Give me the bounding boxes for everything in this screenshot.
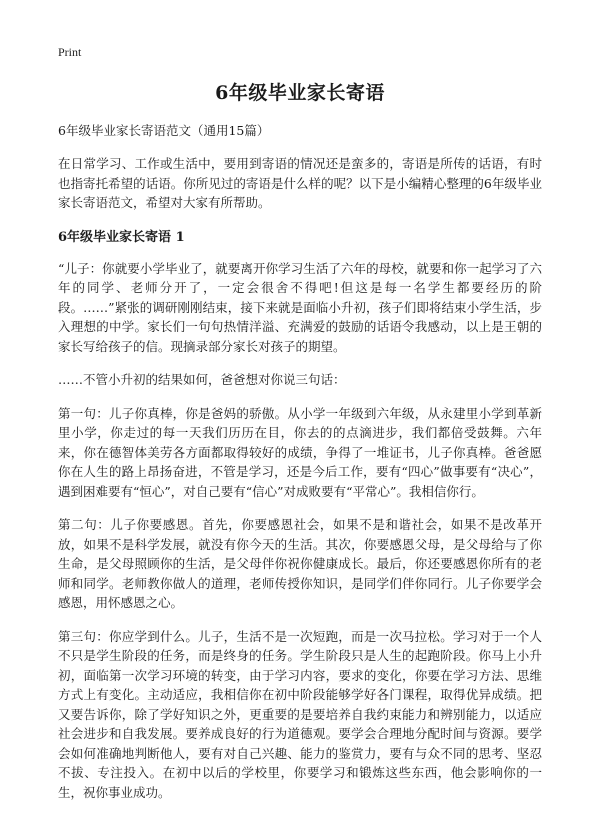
body-paragraph: 第一句：儿子你真棒，你是爸妈的骄傲。从小学一年级到六年级，从永建里小学到革新里小学，你走过的每一天我们历历在目，你去的的点滴进步，我们都倍受鼓舞。六年来，你在德智体美劳各方面都取得较好的成绩，争得了一堆证书，儿子你真棒。爸爸愿你在人生的路上昂扬奋进，不管是学习，还是今后工作，要有“四心”做事要有“决心”，遇到困难要有“恒心”，对自己要有“信心”对成败要有“平常心”。我相信你行。 bbox=[58, 405, 542, 499]
body-paragraph: 第二句：儿子你要感恩。首先，你要感恩社会，如果不是和谐社会，如果不是改革开放，如果不是科学发展，就没有你今天的生活。其次，你要感恩父母，是父母给与了你生命，是父母照顾你的生活，是父母伴你祝你健康成长。最后，你还要感恩你所有的老师和同学。老师教你做人的道理，老师传授你知识，是同学们伴你同行。儿子你要学会感恩，用怀感恩之心。 bbox=[58, 517, 542, 610]
body-paragraph: “儿子：你就要小学毕业了，就要离开你学习生活了六年的母校，就要和你一起学习了六年的同学、老师分开了，一定会很舍不得吧!但这是每一名学生都要经历的阶段。……”紧张的调研刚刚结束，接下来就是面临小升初，孩子们即将结束小学生活，步入理想的中学。家长们一句句热情洋溢、充满爱的鼓励的话语令我感动，以上是王朝的家长写给孩子的信。现摘录部分家长对孩子的期望。 bbox=[58, 260, 542, 354]
section-heading: 6年级毕业家长寄语 1 bbox=[58, 229, 185, 245]
print-link[interactable]: Print bbox=[58, 45, 82, 59]
intro-paragraph: 在日常学习、工作或生活中，要用到寄语的情况还是蛮多的，寄语是所传的话语，有时也指寄托希望的话语。你所见过的寄语是什么样的呢？以下是小编精心整理的6年级毕业家长寄语范文，希望对大家有所帮助。 bbox=[58, 156, 542, 210]
page-title: 6年级毕业家长寄语 bbox=[215, 82, 385, 104]
body-paragraph: 第三句：你应学到什么。儿子，生活不是一次短跑，而是一次马拉松。学习对于一个人不只是学生阶段的任务，而是终身的任务。学生阶段只是人生的起跑阶段。你马上小升初，面临第一次学习环境的转变，由于学习内容，要求的变化，你要在学习方法、思维方式上有变化。主动适应，我相信你在初中阶段能够学好各门课程，取得优异成绩。把又要告诉你，除了学好知识之外，更重要的是要培养自我约束能力和辨别能力，以适应社会进步和自我发展。要养成良好的行为道德观。要学会合理地分配时间与资源。要学会如何准确地判断他人，要有对自己兴趣、能力的鉴赏力，要有与众不同的思考、坚忍不拔、专注投入。在初中以后的学校里，你要学习和锻炼这些东西，他会影响你的一生，祝你事业成功。 bbox=[58, 628, 542, 800]
document-subtitle: 6年级毕业家长寄语范文（通用15篇） bbox=[58, 123, 270, 138]
body-paragraph: ……不管小升初的结果如何，爸爸想对你说三句话： bbox=[58, 372, 346, 387]
section-body bbox=[58, 259, 542, 803]
